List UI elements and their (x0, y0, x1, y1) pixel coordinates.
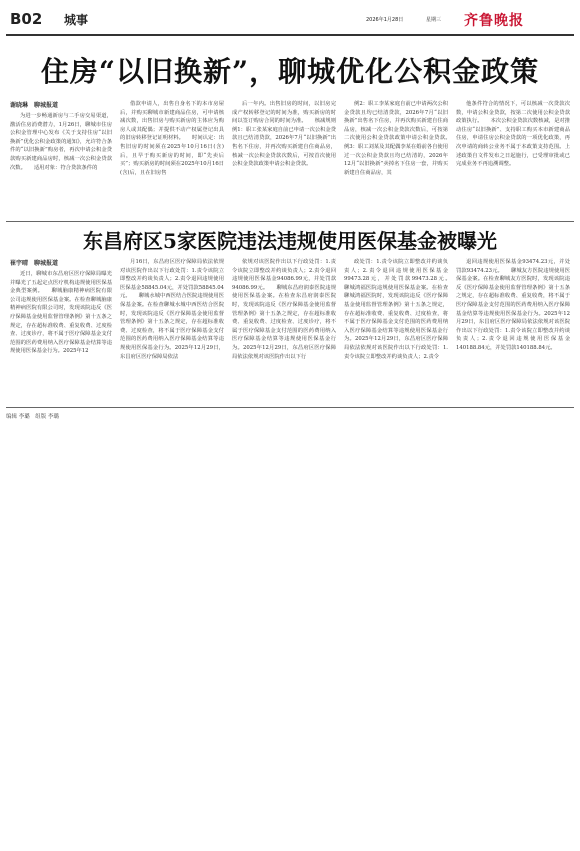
article2-column-1: 近日，聊城市东昌府区医疗保障局曝光并曝光了五起定点医疗机构违规使用医保基金典型案例。 聊城脑康精神病医院有限公司违规使用医保基金案。在检查聊城脑康精神病医院有限公司时，发现该院违反《医疗保障基金使用监督管理条例》第十五条之规定，存在超标准收费、重复收费、过度检查、过度诊疗，将不属于医疗保障基金支付范围的医药费用纳入医疗保障基金结算等违规使用医保基金行为。2025年12 (10, 271, 112, 355)
article1-headline: 住房“以旧换新”，聊城优化公积金政策 (40, 55, 540, 88)
newspaper-logo: 齐鲁晚报 (464, 13, 524, 29)
editor-credit: 编辑 李璐 组版 李璐 (6, 414, 59, 420)
article1-column-3: 后一年内。出售旧房的时间，以旧房完成产权转移登记的时间为准，购买新房的时间以签订购房合同的时间为准。 核减规则 例1：职工张某家庭自前已申请一次公积金贷款且已结清贷款，2026年7月“以旧换新”出售名下住房，并再次购买新建自住商品房，核减一次公积金贷款次数后，可按首次使用公积金贷款政策申请公积金贷款。 (232, 101, 347, 168)
article2-column-3: 依规对该医院作出以下行政处罚：1.责令该院立即整改并约谈负责人；2.责令退回违规使用医保基金94086.99元，并处罚款94086.99元。 聊城东昌府润泰医院违规使用医保基金案。在检查东昌府润泰医院时，发现该院违反《医疗保障基金使用监督管理条例》第十五条之规定，存在超标准收费、重复收费、过度检查、过度诊疗，将不属于医疗保障基金支付范围的医药费用纳入医疗保障基金结算等违规使用医保基金行为。2025年12月29日，东昌府区医疗保障局依法依规对该医院作出以下行 (232, 259, 336, 360)
article2-headline: 东昌府区5家医院违法违规使用医保基金被曝光 (83, 229, 497, 253)
article2-column-4: 政处罚：1.责令该院立即整改并约谈负责人；2.责令退回违规使用医保基金99473.28元，并处罚款99473.28元。 聊城鸿福医院违规使用医保基金案。在检查聊城鸿福医院时，发现该院违反《医疗保障基金使用监督管理条例》第十五条之规定，存在超标准收费、重复收费、过度检查，将不属于医疗保障基金支付范围的医药费用纳入医疗保障基金结算等违规使用医保基金行为。2025年12月29日，东昌府区医疗保障局依法依规对该医院作出以下行政处罚：1.责令该院立即整改并约谈负责人；2.责令 (344, 259, 459, 360)
article1-column-5: 他条件符合的情况下，可以核减一次贷款次数，申请公积金贷款，按第二次使用公积金贷款政策执行。 本次公积金贷款次数核减，是对推动住房“以旧换新”、支持职工购买本市新建商品住房，申请住房公积金贷款的一项优化政策，再次申请的商转公业务不属于本政策支持范围。上述政策自文件发布之日起施行，已受理审批或已完成业务不再追溯调整。 (456, 101, 570, 168)
article-divider (6, 221, 574, 222)
article1-column-4: 例2：职工李某家庭自前已申请两次公积金贷款且均已结清贷款，2026年7月“以旧换新”出售名下住房，并再次购买新建自住商品房，核减一次公积金贷款次数后，可按第二次使用公积金贷款政策申请公积金贷款。 例3：职工刘某及其配偶李某在婚前各自使用过一次公积金贷款且均已结清的，2026年12月“以旧换新”卖掉名下住房一套，并购买新建自住商品房，其 (344, 101, 459, 176)
header-divider (6, 34, 574, 36)
article1-column-1: 为进一步畅通新房与二手房交易渠道，激活住房消费潜力，1月26日，聊城市住房公积金管理中心发布《关于支持住房“以旧换新”优化公积金政策的通知》，允许符合条件的“以旧换新”购房者，再次申请公积金贷款购买新建商品房时，核减一次公积金贷款次数。 适用对象：符合贷款条件的 (10, 113, 112, 171)
issue-weekday: 星期三 (426, 17, 442, 23)
page-header (6, 4, 574, 34)
article1-byline: 谢晓琳 聊城报道 (10, 102, 59, 109)
article1-column-2: 借款申请人，出售自身名下的本市房屋后，并购买聊城市新建商品住房，可申请核减次数，出售旧房与购买新房的主体应为购房人或其配偶；并提供不动产权属登记出具的旧房转移登记证明材料。 时间认定：出售旧房的时间须在2025年10月16日(含)后，且早于购买新房的时间，即“先卖后买”；购买新房的时间须在2025年10月16日(含)后，且在旧房售 (120, 101, 224, 176)
issue-date: 2026年1月28日 (366, 17, 404, 23)
section-name: 城事 (64, 13, 89, 27)
article2-column-2: 月16日，东昌府区医疗保障局依法依规对该医院作出以下行政处罚：1.责令该院立即整改并约谈负责人；2.责令退回违规使用医保基金58845.04元，并处罚款58845.04元。 聊城水城中西医结合医院违规使用医保基金案。在检查聊城水城中西医结合医院时，发现该院违反《医疗保障基金使用监督管理条例》第十五条之规定，存在超标准收费、过度检查，将不属于医疗保障基金支付范围的医药费用纳入医疗保障基金结算等违规使用医保基金行为。2025年12月29日，东昌府区医疗保障局依法 (120, 259, 224, 360)
page-number: B02 (10, 10, 43, 28)
footer-divider (6, 407, 574, 408)
article2-byline: 崔宇晴 聊城报道 (10, 260, 59, 267)
article2-column-5: 退回违规使用医保基金93474.23元，并处罚款93474.23元。 聊城友方医院违规使用医保基金案。在检查聊城友方医院时，发现该院违反《医疗保障基金使用监督管理条例》第十五条之规定，存在超标准收费、重复收费，将不属于医疗保障基金支付范围的医药费用纳入医疗保障基金结算等违规使用医保基金行为。2025年12月29日，东昌府区医疗保障局依法依规对该医院作出以下行政处罚：1.责令该院立即整改并约谈负责人；2.责令退回违规使用医保基金140188.84元，并处罚款140188.84元。 (456, 259, 570, 351)
